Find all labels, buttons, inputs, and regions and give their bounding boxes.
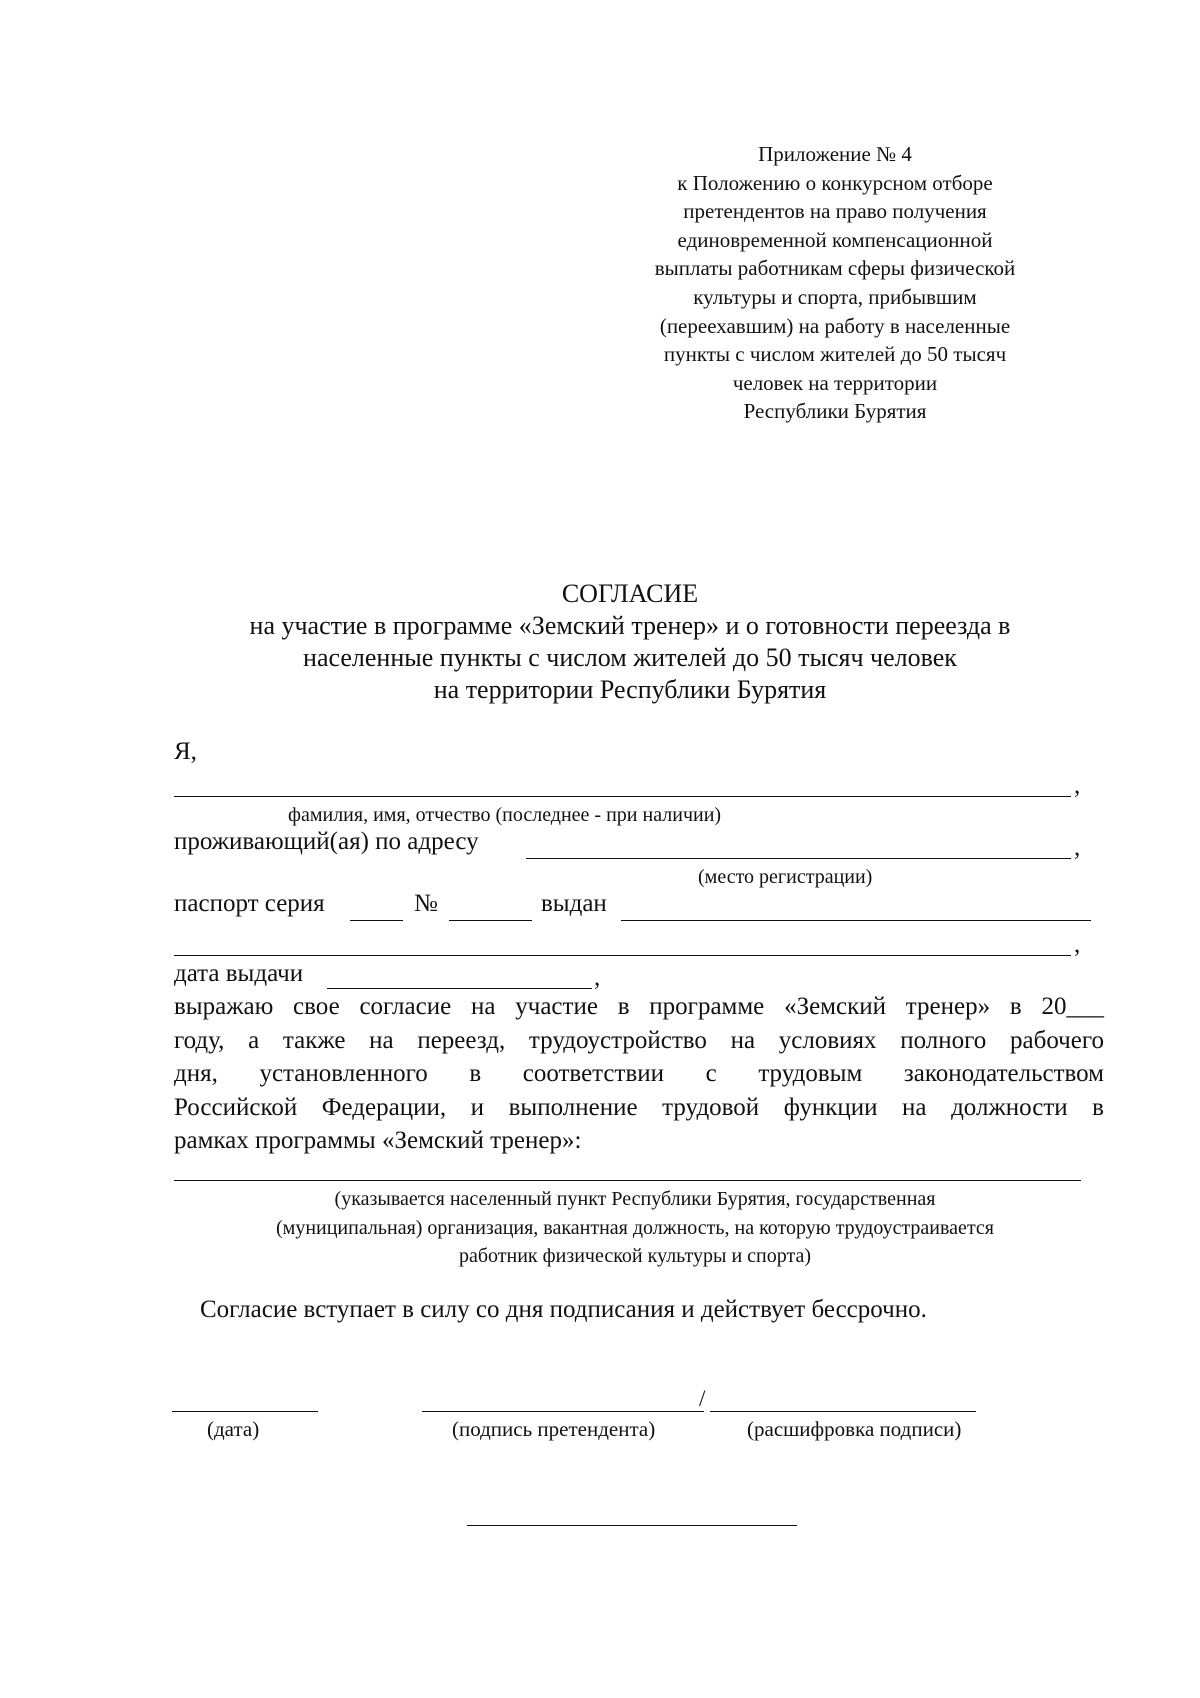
appendix-line: Республики Бурятия: [743, 399, 927, 424]
address-label: проживающий(ая) по адресу: [174, 828, 479, 855]
issued-by-field[interactable]: [621, 920, 1091, 921]
applicant-signature-field[interactable]: [422, 1411, 704, 1412]
position-note: [170, 1185, 1100, 1271]
date-signature-field[interactable]: [172, 1411, 318, 1412]
address-field[interactable]: [526, 858, 1071, 859]
date-caption: (дата): [207, 1417, 260, 1441]
issued-comma: ,: [1074, 931, 1081, 958]
signature-decoding-field[interactable]: [710, 1411, 976, 1412]
issued-by-field-continued[interactable]: [174, 955, 1071, 956]
note-line: работник физической культуры и спорта): [459, 1245, 811, 1268]
appendix-line: выплаты работникам сферы физической: [654, 256, 1016, 281]
passport-number-field[interactable]: [449, 920, 532, 921]
effect-statement: Согласие вступает в силу со дня подписания и действует бессрочно.: [200, 1296, 927, 1323]
issued-label: выдан: [541, 890, 607, 917]
appendix-line: к Положению о конкурсном отборе: [677, 170, 993, 195]
note-line: (указывается населенный пункт Республики Бурятия, государственная: [334, 1188, 936, 1210]
note-line: (муниципальная) организация, вакантная должность, на которую трудоустраивается: [276, 1216, 994, 1239]
title-subline: на участие в программе «Земский тренер» и о готовности переезда в: [249, 611, 1011, 640]
consent-line: году, а также на переезд, трудоустройство на условиях полного рабочего: [174, 1026, 1104, 1054]
appendix-line: пункты с числом жителей до 50 тысяч: [663, 342, 1007, 367]
appendix-line: единовременной компенсационной: [677, 227, 993, 252]
title-subline: на территории Республики Бурятия: [433, 675, 827, 704]
appendix-line: Приложение № 4: [758, 142, 912, 166]
position-field[interactable]: [174, 1180, 1081, 1181]
title-subline: населенные пункты с числом жителей до 50 тысяч человек: [303, 643, 957, 672]
issue-date-comma: ,: [594, 964, 601, 991]
bottom-divider: [467, 1525, 797, 1526]
address-caption: (место регистрации): [698, 866, 873, 888]
appendix-line: претендентов на право получения: [683, 199, 987, 224]
fio-field[interactable]: [174, 796, 1071, 797]
issue-date-field[interactable]: [327, 988, 592, 989]
document-title: [150, 578, 1110, 706]
fio-caption: фамилия, имя, отчество (последнее - при наличии): [288, 804, 722, 826]
issue-date-label: дата выдачи: [174, 960, 304, 987]
consent-line: Российской Федерации, и выполнение трудовой функции на должности в: [174, 1093, 1104, 1121]
decoding-caption: (расшифровка подписи): [747, 1417, 962, 1441]
passport-series-label: паспорт серия: [174, 890, 325, 917]
passport-number-label: №: [414, 890, 438, 917]
consent-paragraph: [174, 990, 1104, 1158]
fio-comma: ,: [1074, 772, 1081, 799]
consent-line: дня, установленного в соответствии с трудовым законодательством: [174, 1060, 1104, 1087]
appendix-header: [600, 140, 1070, 426]
signature-slash: /: [699, 1386, 706, 1411]
appendix-line: (переехавшим) на работу в населенные: [659, 313, 1011, 338]
address-comma: ,: [1074, 834, 1081, 861]
appendix-line: человек на территории: [732, 370, 938, 395]
signature-caption: (подпись претендента): [452, 1417, 656, 1441]
title-heading: СОГЛАСИЕ: [561, 579, 699, 608]
passport-series-field[interactable]: [350, 920, 403, 921]
appendix-line: культуры и спорта, прибывшим: [693, 284, 977, 309]
consent-line: выражаю свое согласие на участие в программе «Земский тренер» в 20___: [174, 993, 1104, 1020]
consent-line: рамках программы «Земский тренер»:: [174, 1127, 582, 1154]
i-label: Я,: [174, 738, 197, 765]
